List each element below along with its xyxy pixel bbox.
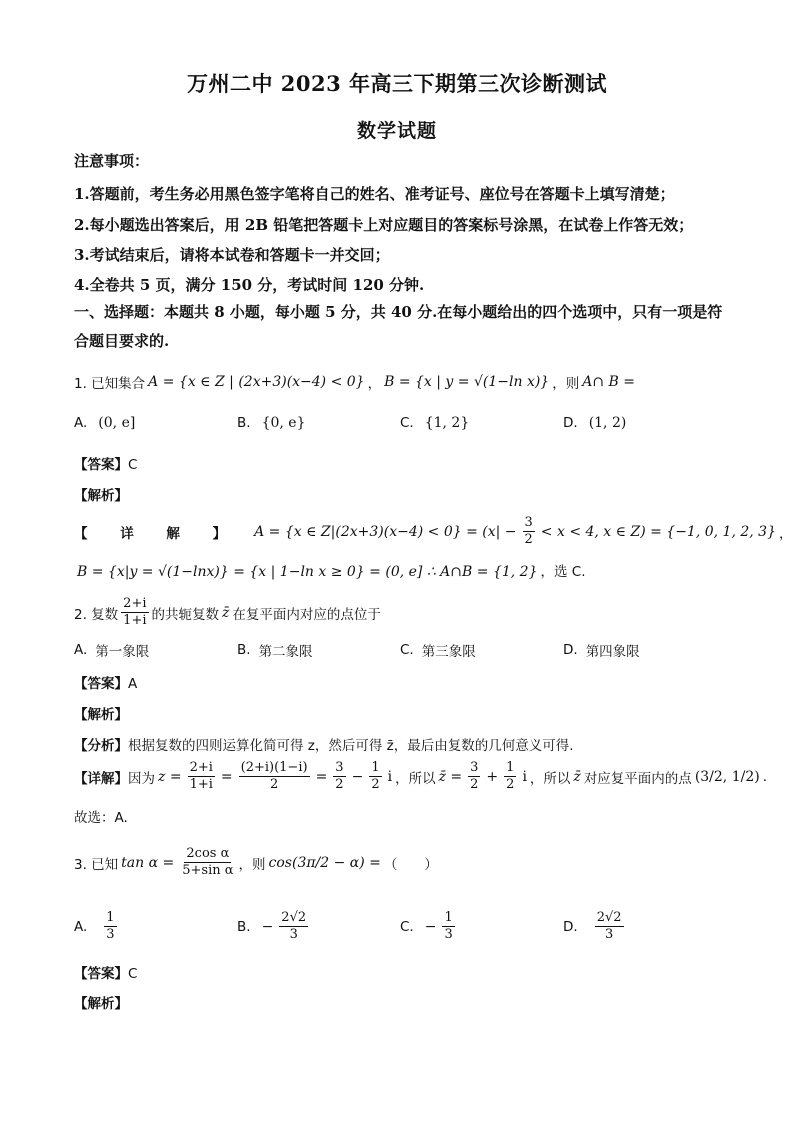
q2-option-a[interactable]: A. 第一象限 [74,642,150,660]
q3-options [74,910,734,943]
q3-option-c[interactable]: C. − $\frac{1}{3}$ [400,910,453,942]
note-item-2: 2.每小题选出答案后，用 2B 铅笔把答题卡上对应题目的答案标号涂黑，在试卷上作答无效； [74,216,694,234]
q1-set-b: B = {x | y = √(1−ln x)} [384,374,550,390]
q1-lead: 1. 已知集合 [74,376,146,392]
q3-analysis-tag: 【解析】 [74,996,128,1012]
q1-analysis-tag: 【解析】 [74,488,128,504]
section-heading: 一、选择题：本题共 8 小题，每小题 5 分，共 40 分.在每小题给出的四个选项中，只有一项是符合题目要求的. [74,303,723,350]
q1-answer: 【答案】C [74,457,138,473]
page-title: 万州二中 2023 年高三下期第三次诊断测试 [186,71,608,96]
q1-detail-line-1: 【 详 解 】 A = {x ∈ Z|(2x+3)(x−4) < 0} = (x| − $\frac{3}{2}$ < x < 4, x ∈ Z) = {−1, 0, 1, 2, 3} ， [74,515,793,547]
q1-options [74,415,734,431]
q1-option-b[interactable]: B. {0, e} [237,415,306,431]
page-subtitle: 数学试题 [356,120,437,142]
note-item-3: 3.考试结束后，请将本试卷和答题卡一并交回； [74,246,390,264]
q3-option-a[interactable]: A. $\frac{1}{3}$ [74,910,115,942]
question-2: 2. 复数 $\frac{2+i}{1+i}$ 的共轭复数 z̄ 在复平面内对应的点位于 [74,596,381,628]
q2-option-b[interactable]: B. 第二象限 [237,642,313,660]
q1-option-d[interactable]: D. (1, 2) [563,415,627,431]
q1-set-a: A = {x ∈ Z | (2x+3)(x−4) < 0} [148,374,365,390]
q3-answer: 【答案】C [74,966,138,982]
q1-detail-frac: $\frac{3}{2}$ [524,515,533,547]
note-item-1: 1.答题前，考生务必用黑色签字笔将自己的姓名、准考证号、座位号在答题卡上填写清楚； [74,185,675,203]
question-1 [74,372,638,392]
q2-answer: 【答案】A [74,676,138,692]
q1-detail-line-2: B = {x|y = √(1−lnx)} = {x | 1−ln x ≥ 0} = (0, e] ∴ A∩B = {1, 2} ，选 C. [77,564,586,580]
q1-expr: A∩ B = [582,374,635,390]
q3-option-d[interactable]: D. $\frac{2√2}{3}$ [563,910,622,942]
q2-fenxi: 【分析】根据复数的四则运算化简可得 z，然后可得 z̄，最后由复数的几何意义可得. [74,738,574,754]
q1-sep: ， [367,376,382,392]
q1-option-c[interactable]: C. {1, 2} [400,415,470,431]
q2-option-c[interactable]: C. 第三象限 [400,642,476,660]
notes-heading: 注意事项： [74,152,150,170]
q2-options [74,640,734,660]
q3-option-b[interactable]: B. − $\frac{2√2}{3}$ [237,910,307,942]
q2-detail: 【详解】 因为 z = $\frac{2+i}{1+i}$ = $\frac{(2+i)(1-i)}{2}$ = $\frac{3}{2}$ − $\frac{1}{2}$ i ，所以 z̄ = $\frac{3}{2}$ + $\frac{1}{2}$ i ，所以 z̄ 对应复平面内的点 (3/2, 1/2) . [74,760,767,792]
q2-option-d[interactable]: D. 第四象限 [563,642,640,660]
question-3: 3. 已知 tan α = $\frac{\text{2cos α}}{\text{5+sin α}}$ ，则 cos(3π/2 − α) = （ ） [74,846,438,878]
q1-tail: ，则 [552,376,580,392]
q1-option-a[interactable]: A. (0, e] [74,415,136,431]
q2-analysis-tag: 【解析】 [74,707,128,723]
note-item-4: 4.全卷共 5 页，满分 150 分，考试时间 120 分钟. [74,276,425,294]
q2-choice: 故选：A. [74,810,128,826]
